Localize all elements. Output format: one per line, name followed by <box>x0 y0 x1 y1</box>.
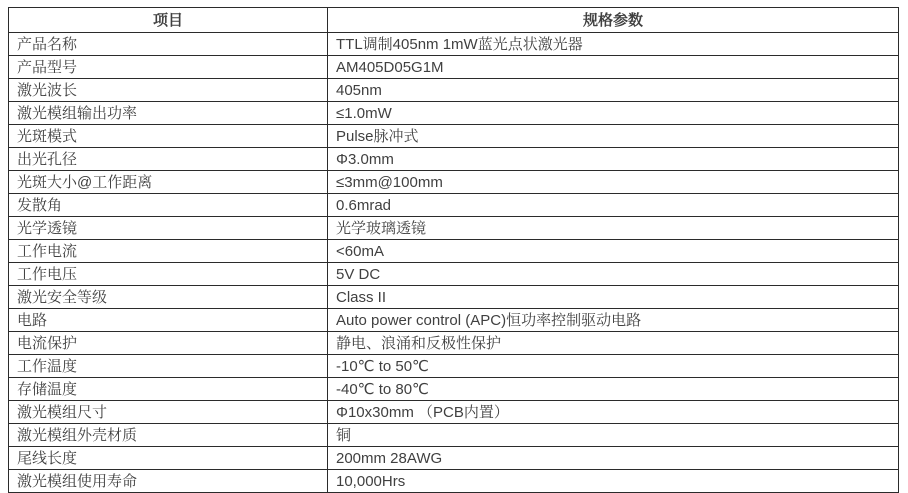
table-row <box>9 263 899 286</box>
spec-value: 200mm 28AWG <box>328 447 899 470</box>
spec-item: 光斑模式 <box>9 125 328 148</box>
spec-value: Class II <box>328 286 899 309</box>
spec-item: 激光模组外壳材质 <box>9 424 328 447</box>
spec-item: 尾线长度 <box>9 447 328 470</box>
spec-value: 铜 <box>328 424 899 447</box>
spec-item: 工作电流 <box>9 240 328 263</box>
spec-value: Auto power control (APC)恒功率控制驱动电路 <box>328 309 899 332</box>
table-row <box>9 332 899 355</box>
spec-item: 工作电压 <box>9 263 328 286</box>
spec-item: 工作温度 <box>9 355 328 378</box>
table-row <box>9 286 899 309</box>
table-row <box>9 125 899 148</box>
table-row <box>9 309 899 332</box>
spec-value: 光学玻璃透镜 <box>328 217 899 240</box>
table-row <box>9 355 899 378</box>
spec-item: 产品名称 <box>9 33 328 56</box>
spec-item: 电流保护 <box>9 332 328 355</box>
spec-item: 激光模组使用寿命 <box>9 470 328 493</box>
table-row <box>9 447 899 470</box>
spec-item: 激光模组输出功率 <box>9 102 328 125</box>
table-row <box>9 240 899 263</box>
table-row <box>9 56 899 79</box>
spec-value: ≤1.0mW <box>328 102 899 125</box>
table-row <box>9 33 899 56</box>
header-value: 规格参数 <box>328 8 899 33</box>
header-item: 项目 <box>9 8 328 33</box>
table-row <box>9 401 899 424</box>
spec-item: 激光模组尺寸 <box>9 401 328 424</box>
table-row <box>9 424 899 447</box>
table-row <box>9 378 899 401</box>
table-row <box>9 171 899 194</box>
table-row <box>9 79 899 102</box>
spec-value: 10,000Hrs <box>328 470 899 493</box>
spec-value: Φ10x30mm （PCB内置） <box>328 401 899 424</box>
header-row <box>9 8 899 33</box>
table-row <box>9 148 899 171</box>
spec-item: 产品型号 <box>9 56 328 79</box>
table-row <box>9 470 899 493</box>
spec-value: <60mA <box>328 240 899 263</box>
spec-item: 激光波长 <box>9 79 328 102</box>
spec-value: TTL调制405nm 1mW蓝光点状激光器 <box>328 33 899 56</box>
spec-value: Φ3.0mm <box>328 148 899 171</box>
spec-table <box>8 7 899 493</box>
spec-value: Pulse脉冲式 <box>328 125 899 148</box>
spec-item: 出光孔径 <box>9 148 328 171</box>
spec-item: 光学透镜 <box>9 217 328 240</box>
table-row <box>9 194 899 217</box>
spec-item: 电路 <box>9 309 328 332</box>
spec-value: ≤3mm@100mm <box>328 171 899 194</box>
table-row <box>9 102 899 125</box>
spec-value: -40℃ to 80℃ <box>328 378 899 401</box>
spec-value: AM405D05G1M <box>328 56 899 79</box>
spec-value: 静电、浪涌和反极性保护 <box>328 332 899 355</box>
spec-item: 激光安全等级 <box>9 286 328 309</box>
spec-item: 发散角 <box>9 194 328 217</box>
spec-value: 5V DC <box>328 263 899 286</box>
spec-value: 0.6mrad <box>328 194 899 217</box>
spec-item: 光斑大小@工作距离 <box>9 171 328 194</box>
spec-value: -10℃ to 50℃ <box>328 355 899 378</box>
table-row <box>9 217 899 240</box>
spec-item: 存储温度 <box>9 378 328 401</box>
spec-value: 405nm <box>328 79 899 102</box>
